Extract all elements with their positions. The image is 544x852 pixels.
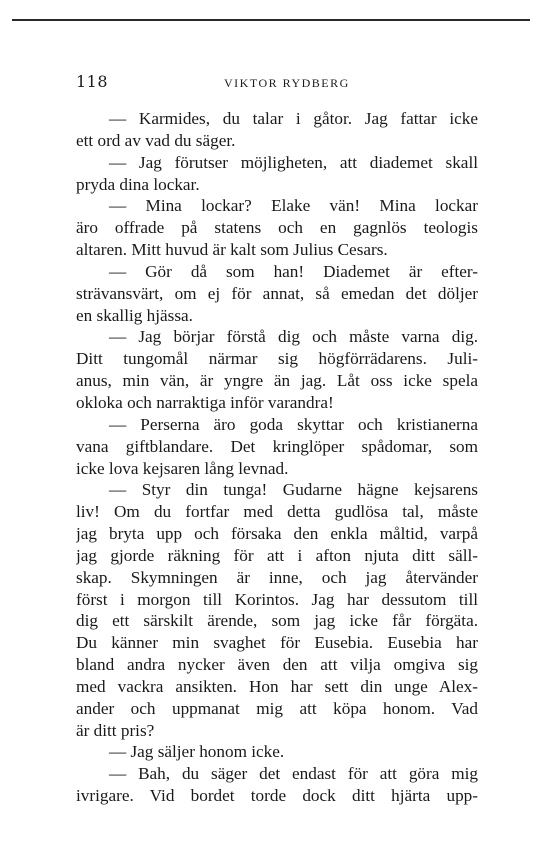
text-line: jag bryta upp och försaka den enkla måltid, varpå (76, 524, 478, 544)
text-line: jag gjorde räkning för att i afton njuta ditt säll- (76, 545, 478, 565)
text-line: med vackra ansikten. Hon har sett din unge Alex- (76, 676, 478, 696)
text-line: ivrigare. Vid bordet torde dock ditt hjärta upp- (76, 786, 478, 806)
text-line: strävansvärt, om ej för annat, så emedan det döljer (76, 283, 478, 303)
text-line: vana giftblandare. Det kringlöper spådomar, som (76, 436, 478, 456)
text-line: först i morgon till Korintos. Jag har dessutom till (76, 589, 478, 609)
text-line: — Mina lockar? Elake vän! Mina lockar (109, 196, 478, 216)
text-line: — Perserna äro goda skyttar och kristianerna (109, 414, 478, 434)
text-line: är ditt pris? (76, 720, 155, 740)
text-line: en skallig hjässa. (76, 305, 193, 325)
text-line: — Jag börjar förstå dig och måste varna dig. (109, 327, 478, 347)
text-line: — Styr din tunga! Gudarne hägne kejsarens (109, 480, 478, 500)
text-line: Ditt tungomål närmar sig högförrädarens. Juli- (76, 349, 478, 369)
text-line: — Karmides, du talar i gåtor. Jag fattar icke (109, 109, 478, 128)
text-line: pryda dina lockar. (76, 174, 200, 194)
text-line: — Bah, du säger det endast för att göra mig (109, 764, 478, 784)
text-line: — Jag säljer honom icke. (109, 742, 285, 762)
page-number: 118 (76, 72, 109, 91)
running-head: VIKTOR RYDBERG (224, 76, 350, 90)
text-line: — Gör då som han! Diademet är efter- (109, 261, 478, 281)
page-header (76, 72, 476, 94)
text-line: ett ord av vad du säger. (76, 130, 236, 150)
text-line: bland andra nycker även den att vilja omgiva sig (76, 655, 478, 675)
text-line: Du känner min svaghet för Eusebia. Eusebia har (76, 633, 478, 653)
text-line: anus, min vän, är yngre än jag. Låt oss icke spela (76, 371, 478, 391)
body-text (76, 108, 478, 807)
text-line: äro offrade på statens och en gagnlös teologis (76, 218, 478, 238)
text-line: skap. Skymningen är inne, och jag återvänder (76, 567, 478, 587)
top-rule (12, 19, 530, 21)
text-line: dig ett särskilt ärende, som jag icke får förgäta. (76, 611, 478, 631)
text-line: — Jag förutser möjligheten, att diademet skall (109, 152, 478, 172)
text-line: ander och uppmanat mig att köpa honom. Vad (76, 698, 478, 718)
text-line: okloka och narraktiga inför varandra! (76, 392, 334, 412)
text-line: altaren. Mitt huvud är kalt som Julius Cesars. (76, 240, 388, 260)
text-line: icke lova kejsaren lång levnad. (76, 458, 289, 478)
text-line: liv! Om du fortfar med detta gudlösa tal, måste (76, 502, 478, 522)
